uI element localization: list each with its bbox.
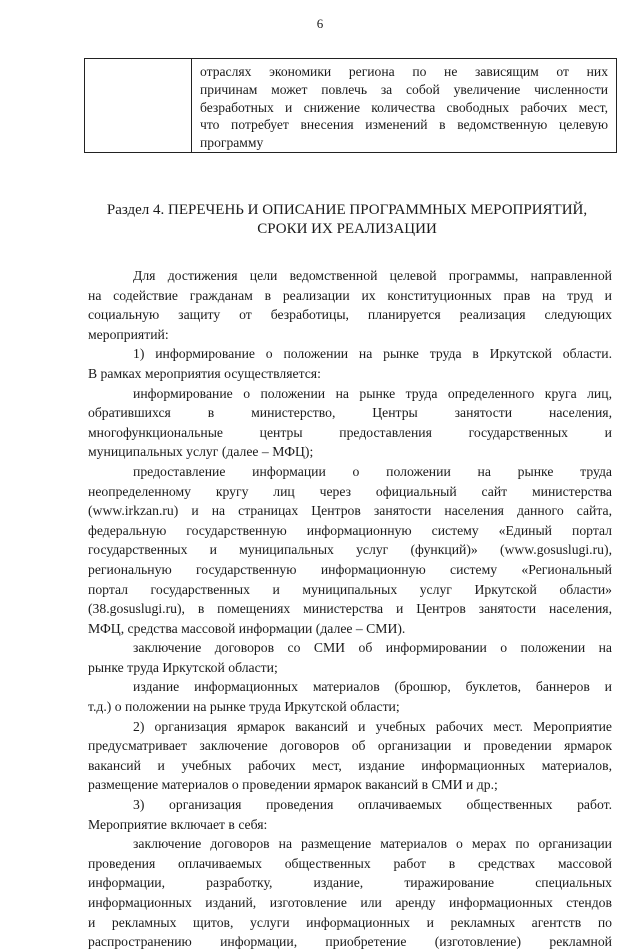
text-line: обратившихся в министерство, Центры занятости населения, (88, 405, 612, 421)
section-heading-line-1: Раздел 4. ПЕРЕЧЕНЬ И ОПИСАНИЕ ПРОГРАММНЫХ МЕРОПРИЯТИЙ, (106, 202, 588, 218)
table-text-line: отраслях экономики региона по не зависящим от них (200, 64, 608, 79)
section-heading (62, 201, 632, 239)
table-text-line: программу (200, 135, 264, 151)
text-line: федеральную государственную информационную систему «Единый портал (88, 522, 612, 538)
text-line: рынке труда Иркутской области; (88, 659, 278, 675)
text-line: государственных и муниципальных услуг (функций)» (www.gosuslugi.ru), (88, 542, 612, 558)
text-line: неопределенному кругу лиц через официальный сайт министерства (88, 483, 612, 499)
text-line: 2) организация ярмарок вакансий и учебных рабочих мест. Мероприятие (133, 718, 612, 734)
text-line: заключение договоров со СМИ об информировании о положении на (133, 640, 612, 656)
body-text (88, 266, 612, 952)
page-number: 6 (316, 16, 324, 31)
text-line: Мероприятие включает в себя: (88, 816, 268, 832)
text-line: предоставление информации о положении на рынке труда (133, 463, 612, 479)
section-heading-line-2: СРОКИ ИХ РЕАЛИЗАЦИИ (257, 221, 437, 237)
text-line: проведения оплачиваемых общественных работ в средствах массовой (88, 855, 612, 871)
text-line: размещение материалов о проведении ярмарок вакансий в СМИ и др.; (88, 777, 498, 793)
text-line: заключение договоров на размещение материалов о мерах по организации (133, 836, 612, 852)
text-line: издание информационных материалов (брошюр, буклетов, баннеров и (133, 679, 612, 695)
text-line: (38.gosuslugi.ru), в помещениях министерства и Центров занятости населения, (88, 601, 612, 617)
text-line: и рекламных щитов, услуги информационных и рекламных агентств по (88, 914, 612, 930)
table-text-line: что потребует внесения изменений в ведомственную целевую (200, 117, 608, 133)
text-line: вакансий и учебных рабочих мест, издание информационных материалов, (88, 757, 612, 773)
table-cell-text (192, 59, 617, 153)
text-line: социальную защиту от безработицы, планируется реализация следующих (88, 307, 612, 323)
text-line: информации, разработку, издание, тиражирование специальных (88, 875, 612, 891)
text-line: (www.irkzan.ru) и на страницах Центров занятости населения данного сайта, (88, 503, 612, 519)
text-line: т.д.) о положении на рынке труда Иркутской области; (88, 699, 400, 715)
table-text-line: безработных и снижение количества свободных рабочих мест, (200, 99, 608, 115)
text-line: распространению информации, приобретение (изготовление) рекламной (88, 934, 612, 950)
text-line: 3) организация проведения оплачиваемых общественных работ. (133, 797, 612, 813)
text-line: многофункциональные центры предоставления государственных и (88, 424, 612, 440)
text-line: В рамках мероприятия осуществляется: (88, 365, 321, 381)
text-line: муниципальных услуг (далее – МФЦ); (88, 444, 314, 460)
text-line: на содействие гражданам в реализации их конституционных прав на труд и (88, 287, 612, 303)
text-line: портал государственных и муниципальных услуг Иркутской области» (88, 581, 612, 597)
text-line: Для достижения цели ведомственной целевой программы, направленной (133, 268, 612, 283)
risk-table-fragment (84, 58, 617, 153)
text-line: информирование о положении на рынке труда определенного круга лиц, (133, 385, 612, 401)
text-line: мероприятий: (88, 326, 169, 342)
table-cell-empty (85, 59, 192, 153)
table-text-line: причинам может повлечь за собой увеличение численности (200, 81, 608, 97)
text-line: региональную государственную информационную систему «Региональный (88, 561, 612, 577)
text-line: МФЦ, средства массовой информации (далее – СМИ). (88, 620, 406, 636)
text-line: информационных изданий, изготовление или аренду информационных стендов (88, 895, 612, 910)
text-line: предусматривает заключение договоров об организации и проведении ярмарок (88, 738, 612, 754)
text-line: 1) информирование о положении на рынке труда в Иркутской области. (133, 346, 612, 362)
